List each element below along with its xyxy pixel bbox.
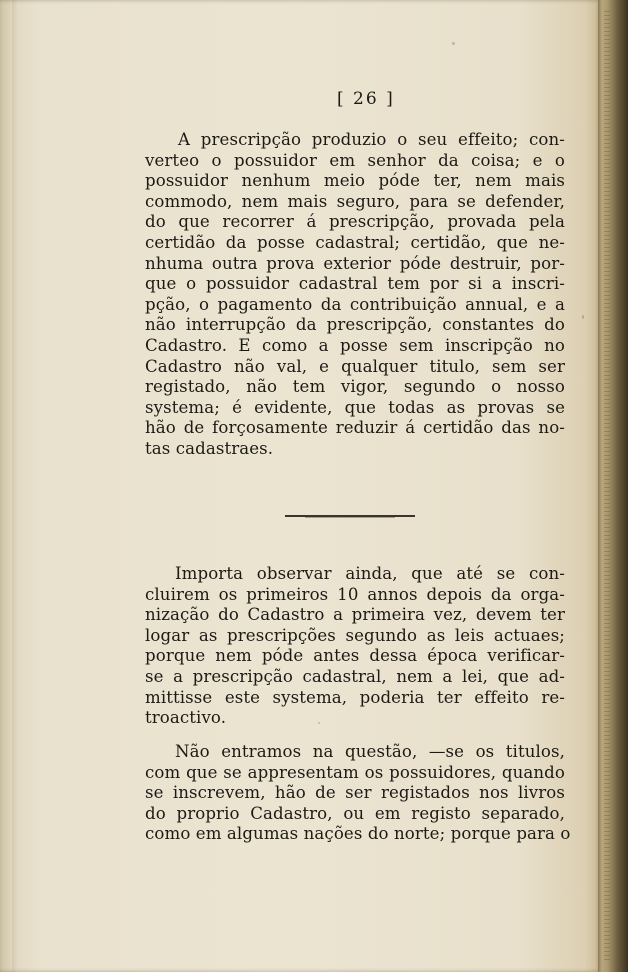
paper-speck (452, 42, 455, 45)
text-line: Importa observar ainda, que até se con- (175, 564, 565, 583)
text-line: se inscrevem, hão de ser registados nos livros (145, 783, 565, 803)
text-line: do proprio Cadastro, ou em registo separado, (145, 803, 565, 823)
text-line: A prescripção produzio o seu effeito; con- (178, 130, 565, 149)
text-line: cluirem os primeiros 10 annos depois da orga- (145, 584, 565, 604)
text-line: Cadastro. E como a posse sem inscripção no (145, 335, 565, 355)
text-line: logar as prescripções segundo as leis actuaes; (145, 625, 565, 645)
paragraph-2 (145, 564, 565, 729)
text-line: troactivo. (145, 708, 227, 728)
text-line: pção, o pagamento da contribuição annual, e a (145, 294, 565, 314)
text-line: se a prescripção cadastral, nem a lei, que ad- (145, 666, 565, 686)
text-line: com que se appresentam os possuidores, quando (145, 762, 565, 782)
page-number: [ 26 ] (337, 89, 395, 109)
text-line: possuidor nenhum meio póde ter, nem mais (145, 171, 565, 191)
paper-speck (318, 722, 320, 724)
text-line: verteo o possuidor em senhor da coisa; e o (145, 150, 565, 170)
text-line: tas cadastraes. (145, 438, 274, 458)
text-line: commodo, nem mais seguro, para se defender, (145, 191, 565, 211)
text-line: que o possuidor cadastral tem por si a inscri- (145, 274, 565, 294)
text-line: do que recorrer á prescripção, provada pela (145, 212, 565, 232)
section-divider (285, 515, 415, 517)
text-line: Não entramos na questão, —se os titulos, (175, 742, 565, 761)
paper-speck (582, 315, 584, 319)
text-line: mittisse este systema, poderia ter effeito re- (145, 687, 565, 707)
text-line: como em algumas nações do norte; porque para o (145, 824, 571, 844)
text-line: certidão da posse cadastral; certidão, que ne- (145, 232, 565, 252)
text-line: porque nem póde antes dessa época verificar- (145, 646, 565, 666)
book-edge (598, 0, 628, 972)
text-line: nização do Cadastro a primeira vez, devem ter (145, 605, 565, 625)
text-line: hão de forçosamente reduzir á certidão das no- (145, 418, 565, 438)
text-line: systema; é evidente, que todas as provas se (145, 397, 565, 417)
paragraph-3 (145, 742, 571, 845)
text-line: nhuma outra prova exterior póde destruir, por- (145, 253, 565, 273)
text-line: não interrupção da prescripção, constantes do (145, 315, 565, 335)
paragraph-1 (145, 130, 565, 460)
text-line: registado, não tem vigor, segundo o nosso (145, 377, 565, 397)
text-line: Cadastro não val, e qualquer titulo, sem ser (145, 356, 565, 376)
